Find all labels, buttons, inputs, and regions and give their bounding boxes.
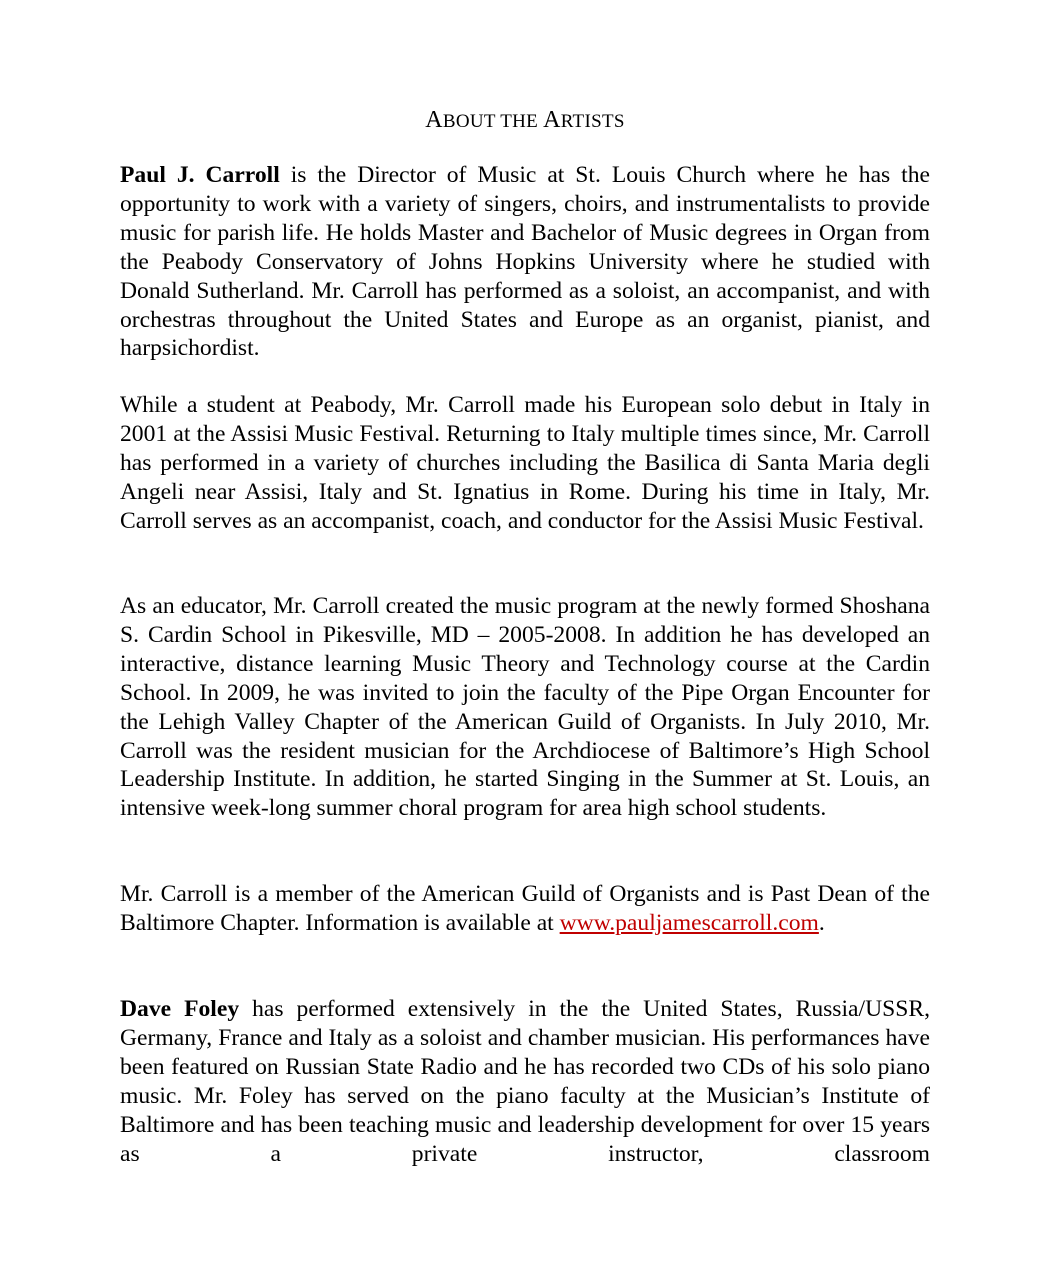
carroll-bio-paragraph-3 [120, 592, 930, 823]
carroll-bio-text-3: As an educator, Mr. Carroll created the music program at the newly formed Shoshana S. Cardin School in Pikesville, MD – 2005-2008. In addition he has developed an interactive, distance learning Music Theory and Technology course at the Cardin School. In 2009, he was invited to join the faculty of the Pipe Organ Encounter for the Lehigh Valley Chapter of the American Guild of Organists. In July 2010, Mr. Carroll was the resident musician for the Archdiocese of Baltimore’s High School Leadership Institute. In addition, he started Singing in the Summer at St. Louis, an intensive week-long summer choral program for area high school students. [120, 593, 930, 822]
page-title [120, 104, 930, 138]
foley-bio-paragraph-1 [120, 995, 930, 1168]
carroll-bio-paragraph-4 [120, 880, 930, 938]
carroll-bio-paragraph-1 [120, 161, 930, 363]
carroll-bio-text-4: Mr. Carroll is a member of the American Guild of Organists and is Past Dean of the Baltimore Chapter. Information is available at [120, 881, 930, 936]
carroll-bio-paragraph-2 [120, 391, 930, 536]
title-rest-artists: RTISTS [560, 111, 625, 132]
foley-bio-text-1: has performed extensively in the the United States, Russia/USSR, Germany, France and Italy as a soloist and chamber musician. His performances have been featured on Russian State Radio and he has recorded two CDs of his solo piano music. Mr. Foley has served on the piano faculty at the Musician’s Institute of Baltimore and has been teaching music and leadership development for over 15 years as a private instructor, classroom [120, 996, 930, 1167]
title-initial-a-2: A [543, 107, 561, 133]
artist-name-carroll: Paul J. Carroll [120, 162, 280, 188]
carroll-website-link[interactable]: www.pauljamescarroll.com [559, 909, 819, 936]
carroll-bio-text-4-end: . [818, 909, 825, 936]
artist-name-foley: Dave Foley [120, 996, 240, 1022]
carroll-bio-text-2: While a student at Peabody, Mr. Carroll made his European solo debut in Italy in 2001 at the Assisi Music Festival. Returning to Italy multiple times since, Mr. Carroll has performed in a variety of churches including the Basilica di Santa Maria degli Angeli near Assisi, Italy and St. Ignatius in Rome. During his time in Italy, Mr. Carroll serves as an accompanist, coach, and conductor for the Assisi Music Festival. [120, 392, 930, 534]
title-rest-about-the: BOUT THE [442, 111, 544, 132]
title-initial-a: A [425, 107, 443, 133]
carroll-bio-text-1: is the Director of Music at St. Louis Church where he has the opportunity to work with a variety of singers, choirs, and instrumentalists to provide music for parish life. He holds Master and Bachelor of Music degrees in Organ from the Peabody Conservatory of Johns Hopkins University where he studied with Donald Sutherland. Mr. Carroll has performed as a soloist, an accompanist, and with orchestras throughout the United States and Europe as an organist, pianist, and harpsichordist. [120, 162, 931, 362]
